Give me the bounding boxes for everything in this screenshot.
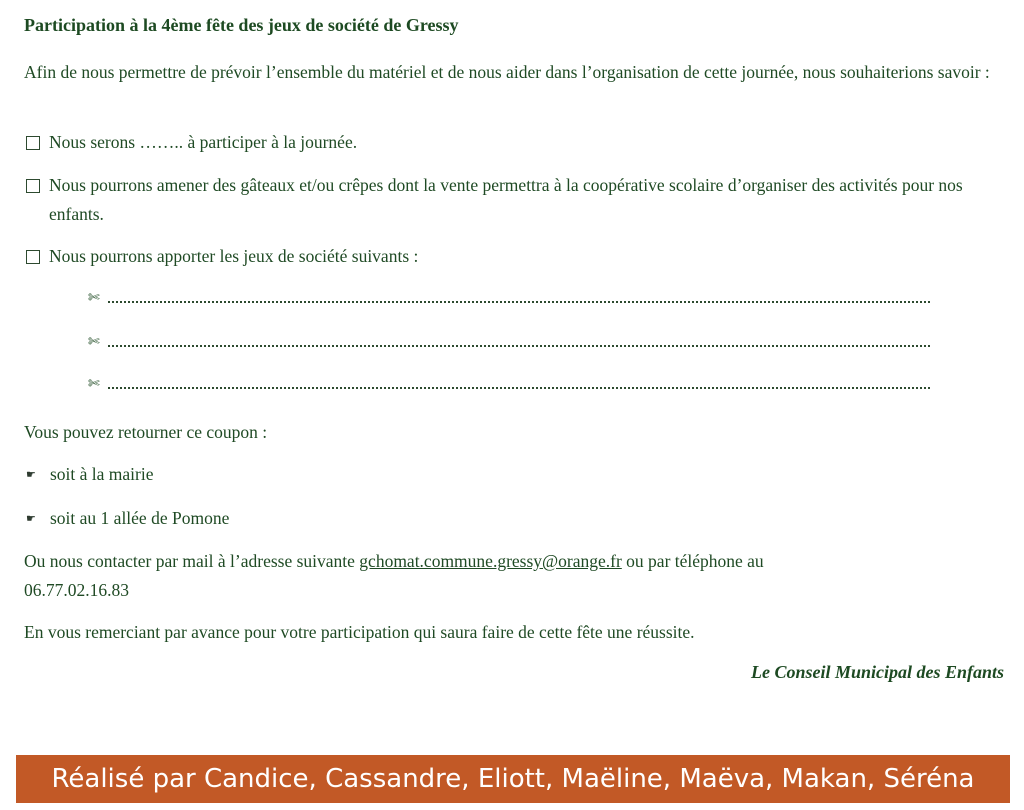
hand-bullet-icon: ☛ (26, 513, 36, 525)
return-option-label: soit à la mairie (50, 464, 154, 484)
intro-paragraph: Afin de nous permettre de prévoir l’ensemble du matériel et de nous aider dans l’organisation de cette journée, nous souhaiterions savoir : (24, 62, 990, 82)
option-cakes[interactable] (24, 171, 1009, 229)
checkbox-icon[interactable] (26, 136, 40, 150)
contact-paragraph (24, 547, 1004, 605)
thanks-paragraph: En vous remerciant par avance pour votre participation qui saura faire de cette fête une réussite. (24, 622, 695, 642)
return-intro: Vous pouvez retourner ce coupon : (24, 422, 268, 442)
dotted-fill-line[interactable] (108, 301, 930, 303)
document-title: Participation à la 4ème fête des jeux de société de Gressy (24, 15, 459, 35)
option-label: Nous serons …….. à participer à la journée. (49, 132, 358, 152)
hand-bullet-icon: ☛ (26, 469, 36, 481)
dotted-fill-line[interactable] (108, 345, 930, 347)
option-label: Nous pourrons amener des gâteaux et/ou crêpes dont la vente permettra à la coopérative scolaire d’organiser des activités pour nos enfants. (49, 175, 963, 224)
game-entry-line[interactable] (88, 376, 930, 393)
scissors-icon: ✄ (88, 377, 100, 392)
return-option-address (24, 504, 229, 533)
game-entry-line[interactable] (88, 290, 930, 307)
option-games[interactable] (24, 242, 1009, 271)
option-participation[interactable] (24, 128, 1009, 157)
scissors-icon: ✄ (88, 335, 100, 350)
footer-credits: Réalisé par Candice, Cassandre, Eliott, Maëline, Maëva, Makan, Séréna (51, 764, 975, 794)
signature: Le Conseil Municipal des Enfants (750, 662, 1004, 682)
game-entry-line[interactable] (88, 334, 930, 351)
contact-text-before: Ou nous contacter par mail à l’adresse suivante (24, 551, 360, 571)
checkbox-icon[interactable] (26, 179, 40, 193)
dotted-fill-line[interactable] (108, 387, 930, 389)
return-option-mairie (24, 460, 154, 489)
checkbox-icon[interactable] (26, 250, 40, 264)
footer-banner (16, 755, 1010, 803)
return-option-label: soit au 1 allée de Pomone (50, 508, 230, 528)
option-label: Nous pourrons apporter les jeux de société suivants : (49, 246, 419, 266)
contact-text-after: ou par téléphone au (621, 551, 764, 571)
email-link[interactable]: gchomat.commune.gressy@orange.fr (359, 551, 622, 571)
scissors-icon: ✄ (88, 291, 100, 306)
phone-number: 06.77.02.16.83 (24, 580, 129, 600)
